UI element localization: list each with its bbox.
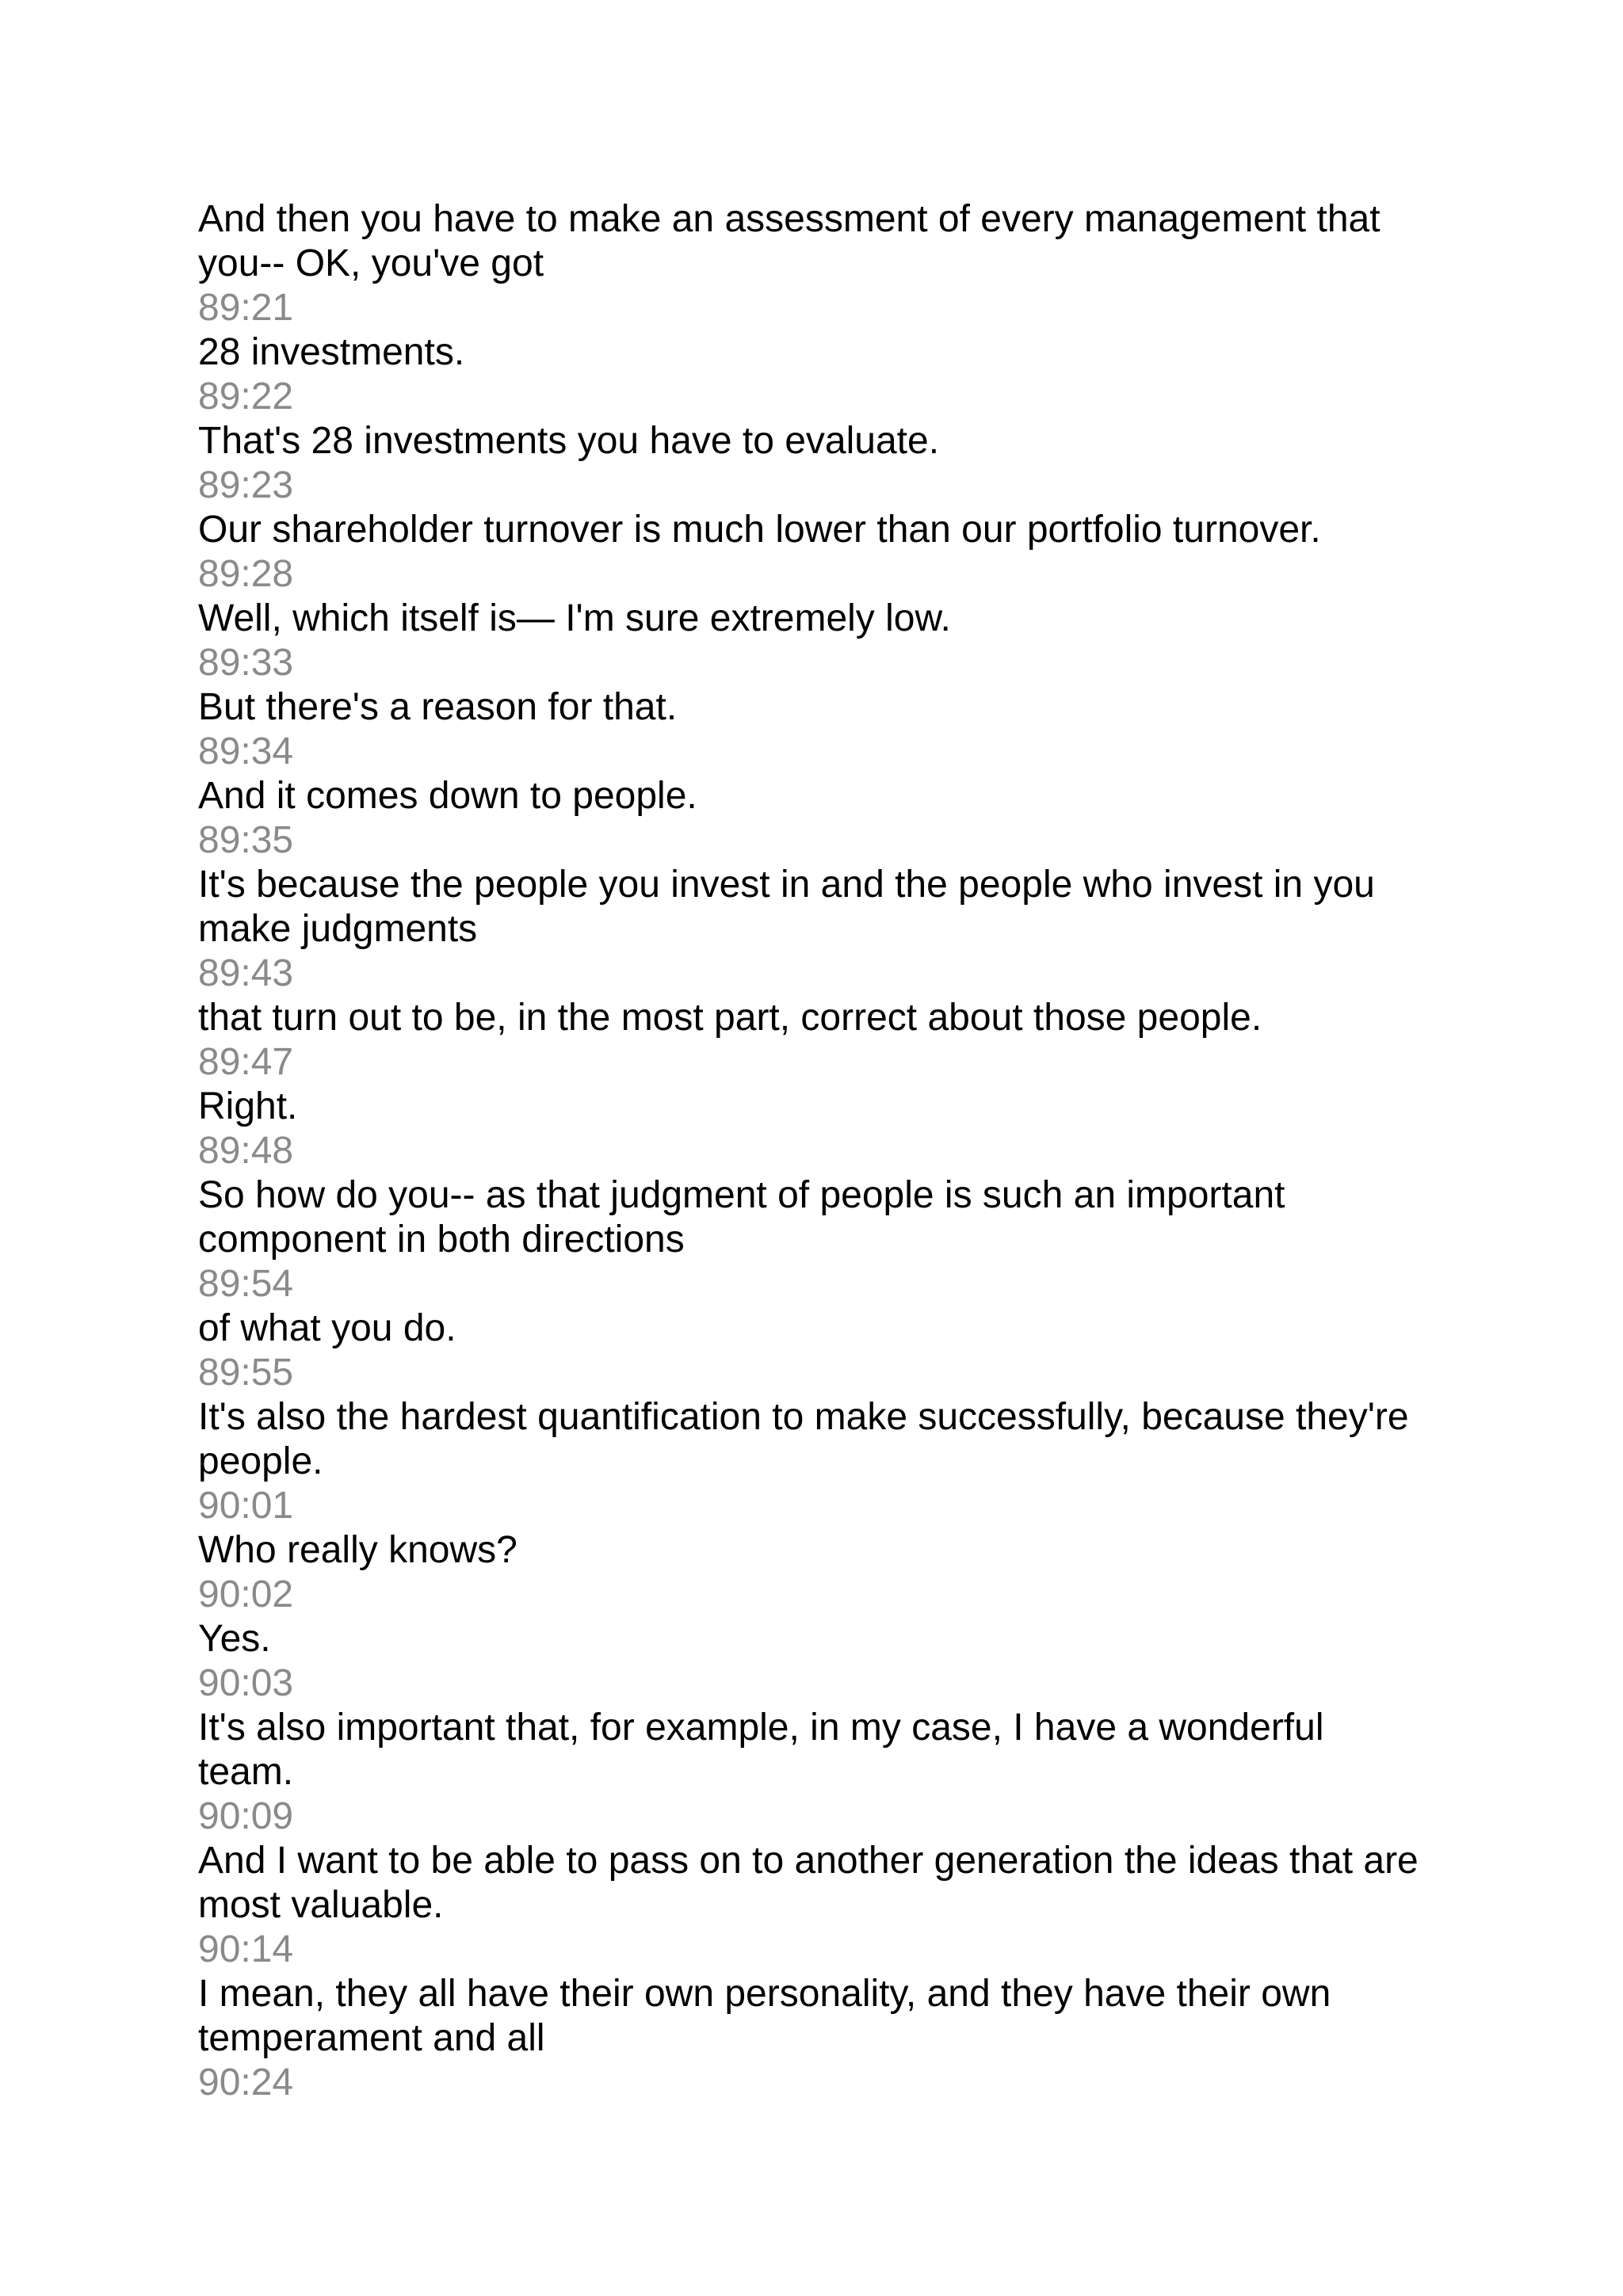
transcript-text-line: And it comes down to people. <box>198 775 697 817</box>
timestamp: 90:02 <box>198 1573 294 1615</box>
transcript-text-line: of what you do. <box>198 1307 456 1349</box>
transcript-text-line: It's because the people you invest in and the people who invest in you <box>198 864 1375 906</box>
timestamp: 90:14 <box>198 1928 294 1970</box>
timestamp: 90:24 <box>198 2061 294 2103</box>
transcript-text-line: Well, which itself is— I'm sure extremely low. <box>198 597 951 639</box>
transcript-text-line: 28 investments. <box>198 331 465 373</box>
timestamp: 89:54 <box>198 1263 294 1305</box>
transcript-text-line: people. <box>198 1440 323 1482</box>
transcript-page <box>198 197 1450 2105</box>
transcript-text-line: team. <box>198 1751 294 1793</box>
transcript-text-line: It's also the hardest quantification to make successfully, because they're <box>198 1396 1409 1438</box>
timestamp: 89:23 <box>198 464 294 506</box>
timestamp: 89:33 <box>198 642 294 684</box>
timestamp: 90:09 <box>198 1795 294 1837</box>
timestamp: 89:47 <box>198 1041 294 1083</box>
timestamp: 89:22 <box>198 376 294 418</box>
timestamp: 90:01 <box>198 1485 294 1527</box>
transcript-text-line: you-- OK, you've got <box>198 242 544 284</box>
timestamp: 89:55 <box>198 1352 294 1394</box>
transcript-text-line: Who really knows? <box>198 1529 517 1571</box>
transcript-text-line: It's also important that, for example, in my case, I have a wonderful <box>198 1707 1324 1749</box>
timestamp: 89:35 <box>198 819 294 861</box>
transcript-text-line: But there's a reason for that. <box>198 686 678 728</box>
transcript-text-line: component in both directions <box>198 1219 685 1261</box>
transcript-text-line: And then you have to make an assessment of every management that <box>198 198 1381 240</box>
timestamp: 89:34 <box>198 730 294 772</box>
transcript-text-line: I mean, they all have their own personality, and they have their own <box>198 1973 1331 2015</box>
transcript-text-line: Yes. <box>198 1618 271 1660</box>
timestamp: 89:28 <box>198 553 294 595</box>
transcript-text-line: most valuable. <box>198 1884 444 1926</box>
transcript-text-line: Our shareholder turnover is much lower than our portfolio turnover. <box>198 509 1321 551</box>
timestamp: 89:48 <box>198 1130 294 1172</box>
timestamp: 89:43 <box>198 952 294 994</box>
transcript-text-line: temperament and all <box>198 2017 545 2059</box>
timestamp: 89:21 <box>198 287 294 329</box>
transcript-text-line: That's 28 investments you have to evaluate. <box>198 420 940 462</box>
timestamp: 90:03 <box>198 1662 294 1704</box>
transcript-text-line: Right. <box>198 1085 298 1127</box>
transcript-text-line: So how do you-- as that judgment of people is such an important <box>198 1174 1285 1216</box>
transcript-text-line: that turn out to be, in the most part, correct about those people. <box>198 997 1262 1039</box>
transcript-text-line: make judgments <box>198 908 478 950</box>
transcript-text-line: And I want to be able to pass on to another generation the ideas that are <box>198 1840 1419 1882</box>
